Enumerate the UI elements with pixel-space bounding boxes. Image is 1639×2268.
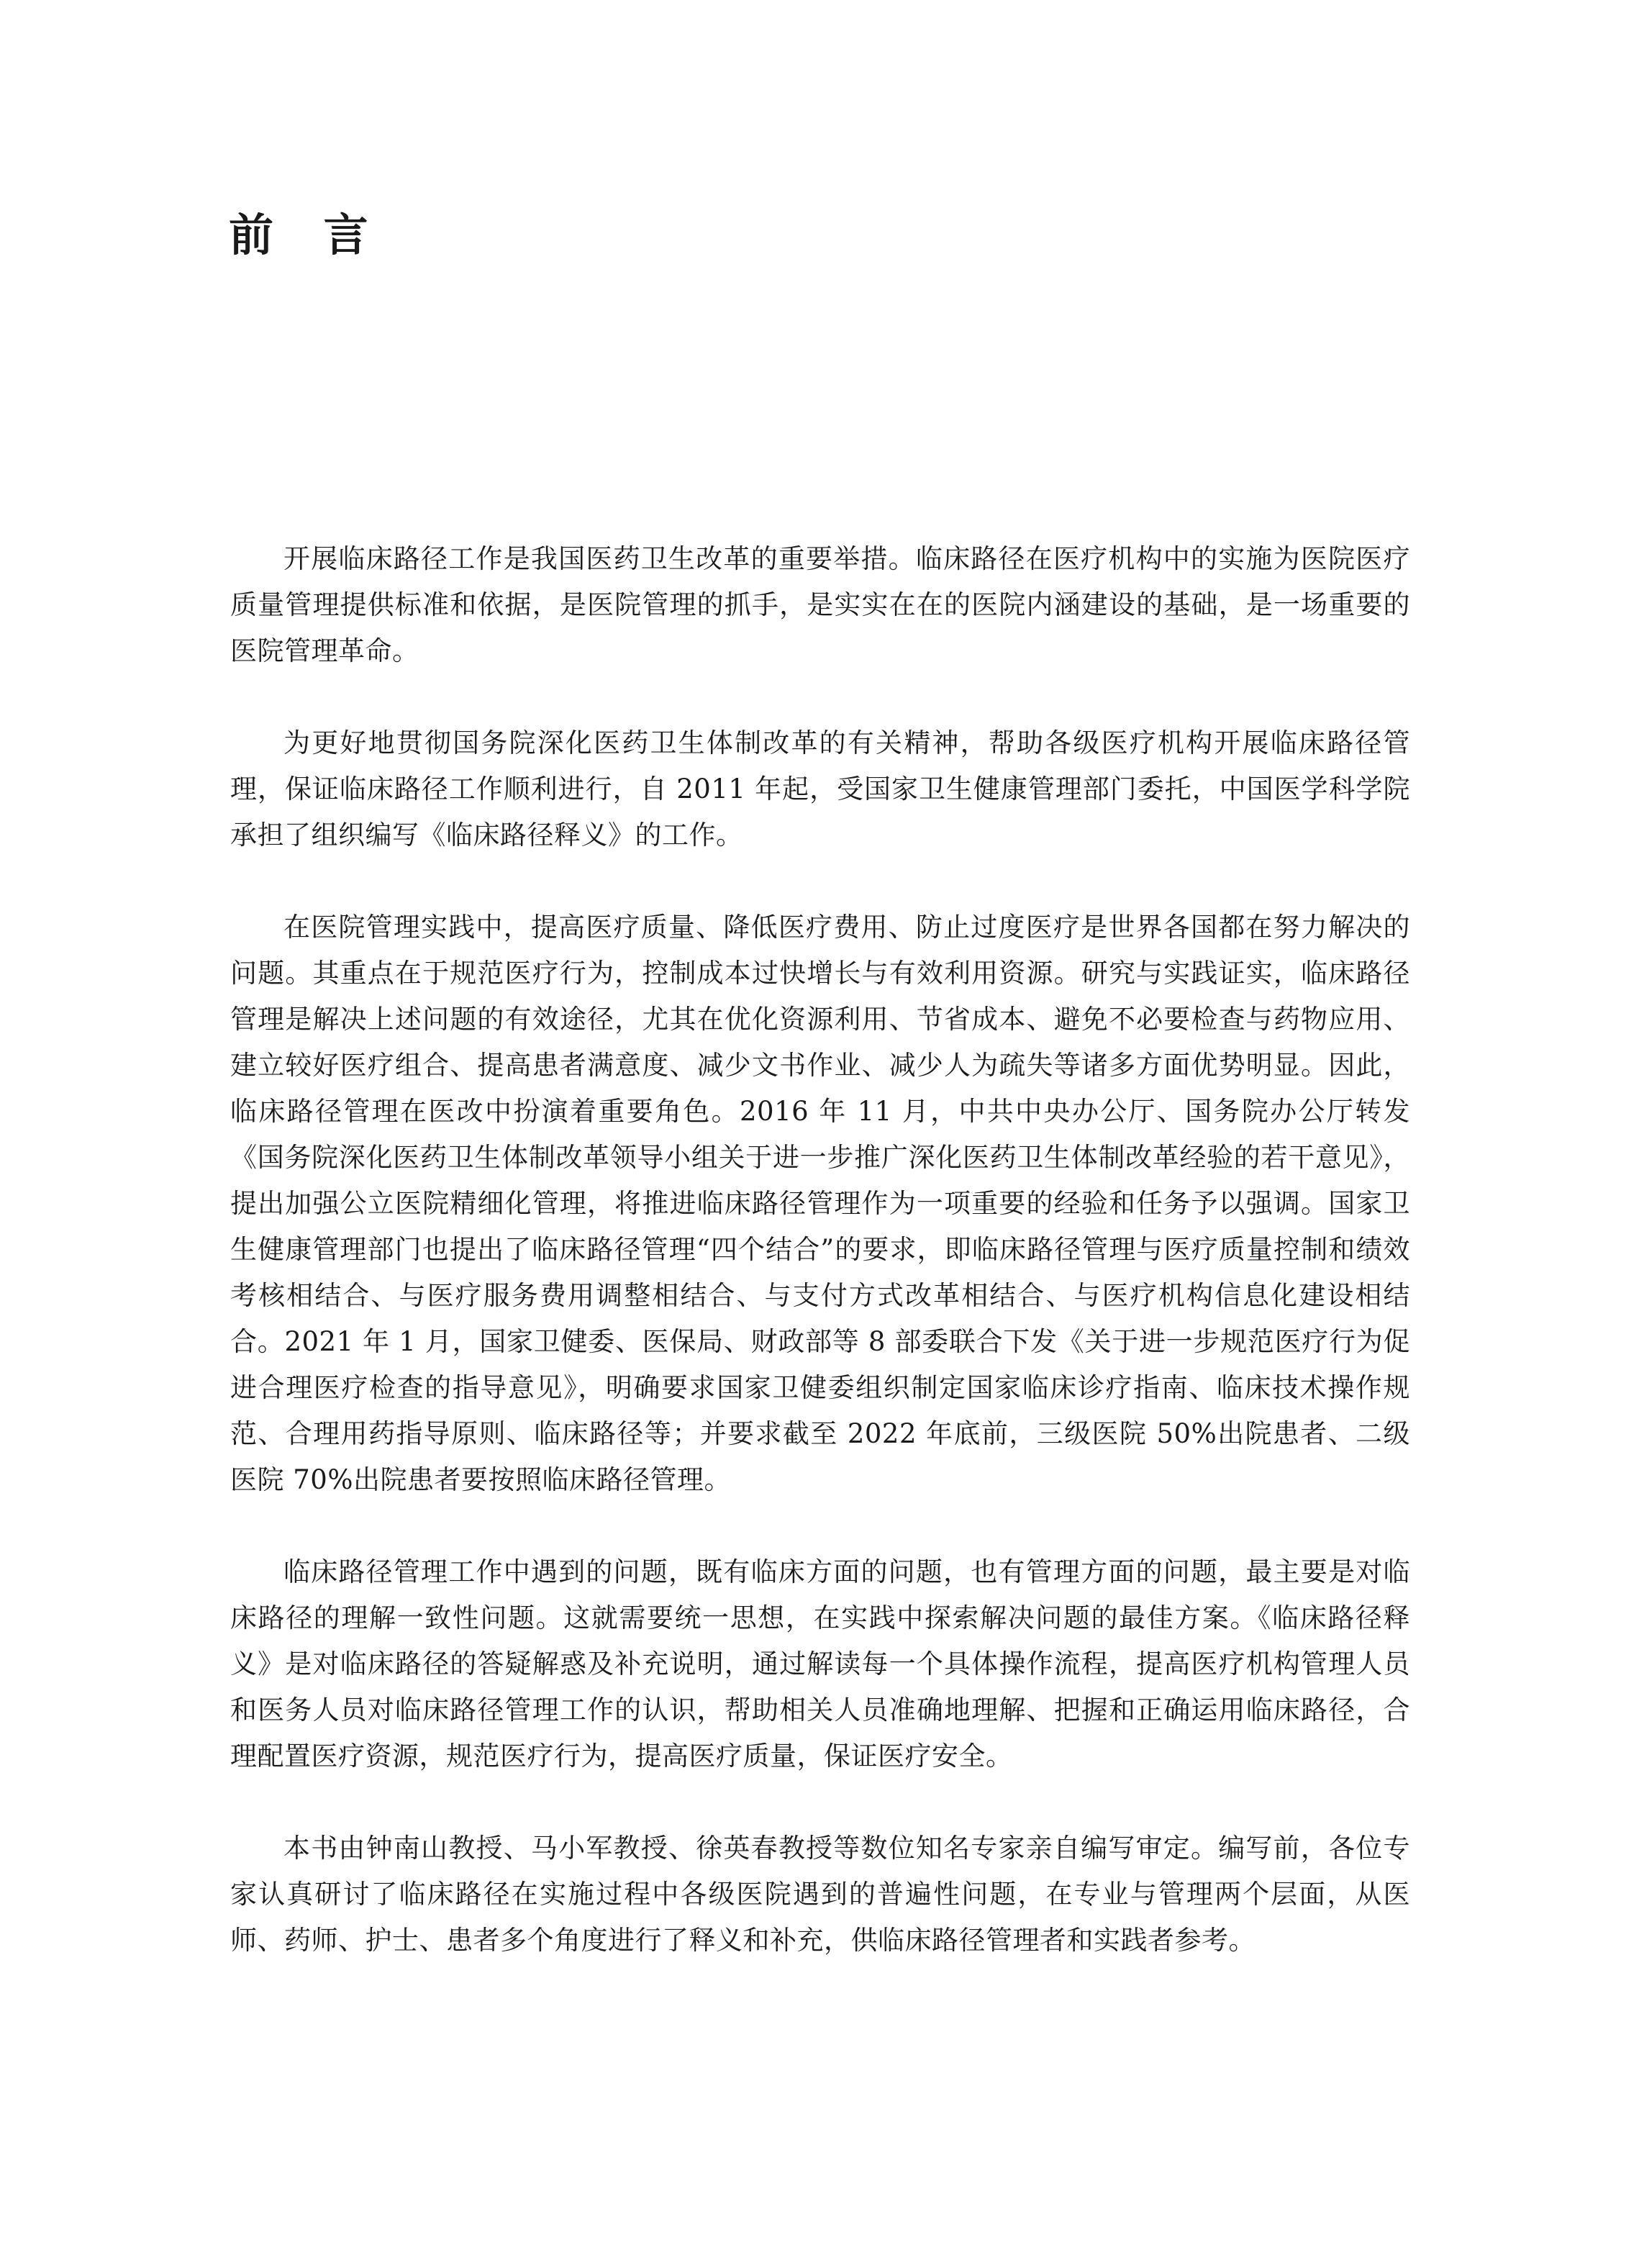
body-text xyxy=(230,536,1410,2010)
page-title: 前 言 xyxy=(229,209,386,261)
paragraph-1: 开展临床路径工作是我国医药卫生改革的重要举措。临床路径在医疗机构中的实施为医院医疗质量管理提供标准和依据，是医院管理的抓手，是实实在在的医院内涵建设的基础，是一场重要的医院管理革命。 xyxy=(230,543,1410,666)
paragraph-4: 临床路径管理工作中遇到的问题，既有临床方面的问题，也有管理方面的问题，最主要是对临床路径的理解一致性问题。这就需要统一思想，在实践中探索解决问题的最佳方案。《临床路径释义》是对临床路径的答疑解惑及补充说明，通过解读每一个具体操作流程，提高医疗机构管理人员和医务人员对临床路径管理工作的认识，帮助相关人员准确地理解、把握和正确运用临床路径，合理配置医疗资源，规范医疗行为，提高医疗质量，保证医疗安全。 xyxy=(230,1556,1410,1772)
paragraph-5: 本书由钟南山教授、马小军教授、徐英春教授等数位知名专家亲自编写审定。编写前，各位专家认真研讨了临床路径在实施过程中各级医院遇到的普遍性问题，在专业与管理两个层面，从医师、药师、护士、患者多个角度进行了释义和补充，供临床路径管理者和实践者参考。 xyxy=(230,1833,1410,1956)
paragraph-3: 在医院管理实践中，提高医疗质量、降低医疗费用、防止过度医疗是世界各国都在努力解决的问题。其重点在于规范医疗行为，控制成本过快增长与有效利用资源。研究与实践证实，临床路径管理是解决上述问题的有效途径，尤其在优化资源利用、节省成本、避免不必要检查与药物应用、建立较好医疗组合、提高患者满意度、减少文书作业、减少人为疏失等诸多方面优势明显。因此，临床路径管理在医改中扮演着重要角色。2016 年 11 月，中共中央办公厅、国务院办公厅转发《国务院深化医药卫生体制改革领导小组关于进一步推广深化医药卫生体制改革经验的若干意见》，提出加强公立医院精细化管理，将推进临床路径管理作为一项重要的经验和任务予以强调。国家卫生健康管理部门也提出了临床路径管理“四个结合”的要求，即临床路径管理与医疗质量控制和绩效考核相结合、与医疗服务费用调整相结合、与支付方式改革相结合、与医疗机构信息化建设相结合。2021 年 1 月，国家卫健委、医保局、财政部等 8 部委联合下发《关于进一步规范医疗行为促进合理医疗检查的指导意见》，明确要求国家卫健委组织制定国家临床诊疗指南、临床技术操作规范、合理用药指导原则、临床路径等；并要求截至 2022 年底前，三级医院 50%出院患者、二级医院 70%出院患者要按照临床路径管理。 xyxy=(230,912,1410,1495)
paragraph-2: 为更好地贯彻国务院深化医药卫生体制改革的有关精神，帮助各级医疗机构开展临床路径管理，保证临床路径工作顺利进行，自 2011 年起，受国家卫生健康管理部门委托，中国医学科学院承担了组织编写《临床路径释义》的工作。 xyxy=(230,727,1410,850)
